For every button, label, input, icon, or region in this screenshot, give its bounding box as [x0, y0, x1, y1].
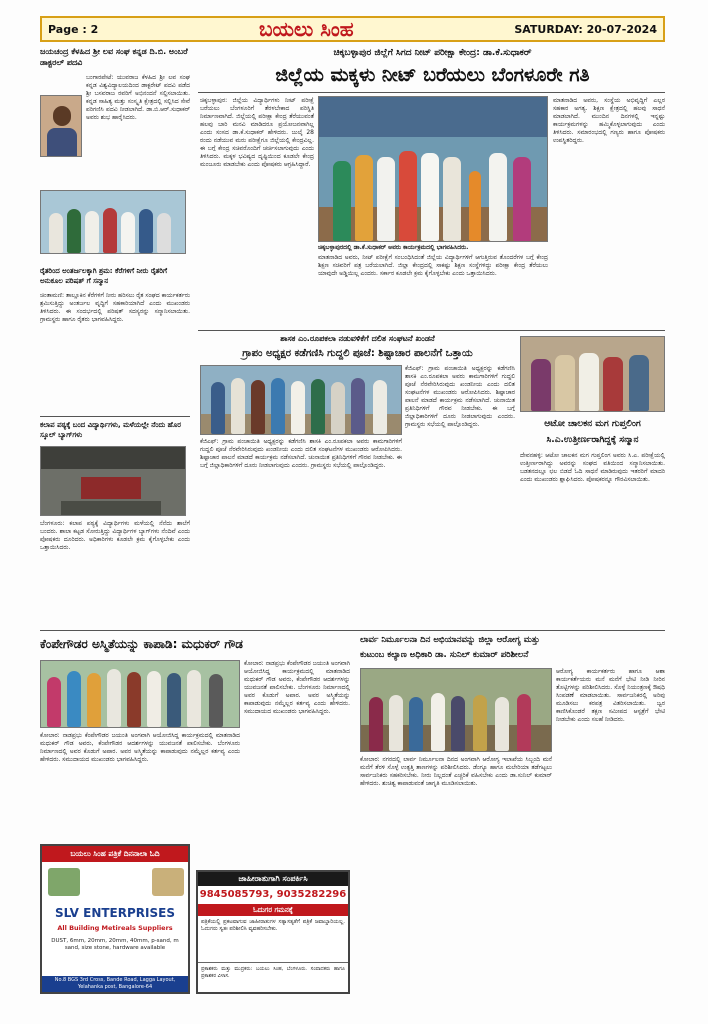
right-headline: ಆಟೋ ಚಾಲಕನ ಮಗ ಗುಪ್ತಲಿಂಗ ಸಿ.ಎ.ಉತ್ತೀರ್ಣರಾಗಿದ್ದಕ್ಕೆ ಸನ್ಮಾನ — [544, 419, 641, 445]
larva-drive-photo — [360, 668, 552, 752]
students-photo — [40, 446, 186, 516]
left-story2-text: ಚಿಂತಾಮಣಿ: ತಾಲ್ಲೂಕಿನ ಕೆರೆಗಳಿಗೆ ನೀರು ಹರಿಸಲು ರೈತ ಸಂಘದ ಕಾರ್ಯಕರ್ತರು ಶ್ರಮಿಸುತ್ತಿದ್ದು ಅಂತರ್ಜಲ ವೃದ್ಧಿಗೆ ಸಹಕಾರಿಯಾಗಿದೆ ಎಂದು ಮುಖಂಡರು ತಿಳಿಸಿದರು. ಈ ಸಂದರ್ಭದಲ್ಲಿ ಪರಿಷತ್ ಸದಸ್ಯರನ್ನು ಸನ್ಮಾನಿಸಲಾಯಿತು. ಗ್ರಾಮಸ್ಥರು ಹಾಗೂ ರೈತರು ಭಾಗವಹಿಸಿದ್ದರು. — [40, 292, 190, 323]
slv-enterprises-ad — [40, 844, 190, 994]
bottom-left-text-cont: ಕೋಲಾರ: ನಾಡಪ್ರಭು ಕೆಂಪೇಗೌಡರ ಜಯಂತಿ ಅಂಗವಾಗಿ ಆಯೋಜಿಸಿದ್ದ ಕಾರ್ಯಕ್ರಮದಲ್ಲಿ ಮಾತನಾಡಿದ ಮಧುಕರ್ ಗೌಡ ಅವರು, ಕೆಂಪೇಗೌಡರ ಆದರ್ಶಗಳನ್ನು ಯುವಜನತೆ ಪಾಲಿಸಬೇಕು. ಬೆಂಗಳೂರು ನಿರ್ಮಾಣದಲ್ಲಿ ಅವರ ಕೊಡುಗೆ ಅಪಾರ. ಅವರ ಅಸ್ಮಿತೆಯನ್ನು ಕಾಪಾಡುವುದು ನಮ್ಮೆಲ್ಲರ ಕರ್ತವ್ಯ ಎಂದು ಹೇಳಿದರು. ಸಮುದಾಯದ ಮುಖಂಡರು ಭಾಗವಹಿಸಿದ್ದರು. — [40, 732, 240, 763]
right-text-top: ಮಾತನಾಡಿದ ಅವರು, ಸಂಸ್ಥೆಯ ಅಭಿವೃದ್ಧಿಗೆ ಎಲ್ಲರ ಸಹಕಾರ ಅಗತ್ಯ. ಶಿಕ್ಷಣ ಕ್ಷೇತ್ರದಲ್ಲಿ ಹಲವು ಸಾಧನೆ ಮಾಡಲಾಗಿದೆ. ಮುಂದಿನ ದಿನಗಳಲ್ಲಿ ಇನ್ನಷ್ಟು ಕಾರ್ಯಕ್ರಮಗಳನ್ನು ಹಮ್ಮಿಕೊಳ್ಳಲಾಗುವುದು ಎಂದು ತಿಳಿಸಿದರು. ಸಮಾರಂಭದಲ್ಲಿ ಗಣ್ಯರು ಹಾಗೂ ಪೋಷಕರು ಉಪಸ್ಥಿತರಿದ್ದರು. — [553, 97, 665, 144]
bottom-right-headline-2: ಕುಟುಂಬ ಕಲ್ಯಾಣ ಅಧಿಕಾರಿ ಡಾ. ಸುನಿಲ್ ಕುಮಾರ್ ಪರಿಶೀಲನೆ — [360, 650, 529, 660]
lead-text-b: ಮಾತನಾಡಿದ ಅವರು, ನೀಟ್ ಪರೀಕ್ಷೆಗೆ ಸಂಬಂಧಿಸಿದಂತೆ ಜಿಲ್ಲೆಯ ವಿದ್ಯಾರ್ಥಿಗಳಿಗೆ ಆಗುತ್ತಿರುವ ತೊಂದರೆಗಳ ಬಗ್ಗೆ ಕೇಂದ್ರ ಶಿಕ್ಷಣ ಸಚಿವರಿಗೆ ಪತ್ರ ಬರೆಯಲಾಗಿದೆ. ಜಿಲ್ಲಾ ಕೇಂದ್ರದಲ್ಲಿ ಸಾಕಷ್ಟು ಶಿಕ್ಷಣ ಸಂಸ್ಥೆಗಳಿದ್ದು ಪರೀಕ್ಷಾ ಕೇಂದ್ರ ತೆರೆಯಲು ಯಾವುದೇ ಅಡ್ಡಿಯಿಲ್ಲ ಎಂದರು. ಸರ್ಕಾರ ಕೂಡಲೇ ಕ್ರಮ ಕೈಗೊಳ್ಳಬೇಕು ಎಂದು ಒತ್ತಾಯಿಸಿದರು. — [318, 254, 548, 277]
imprint-text: ಪ್ರಕಾಶಕರು ಮತ್ತು ಮುದ್ರಕರು: ಬಯಲು ಸಿಂಹ, ಬೆಂಗಳೂರು. ಸಂಪಾದಕರು ಹಾಗೂ ಪ್ರಕಾಶಕರ ವಿಳಾಸ. — [198, 962, 348, 990]
lead-caption: ಚಿಕ್ಕಬಳ್ಳಾಪುರದಲ್ಲಿ ಡಾ.ಕೆ.ಸುಧಾಕರ್ ಅವರು ಕಾರ್ಯಕ್ರಮದಲ್ಲಿ ಭಾಗವಹಿಸಿದರು. — [318, 244, 469, 251]
slv-tagline: All Building Metireals Suppliers — [57, 924, 173, 932]
mid-event-photo — [200, 365, 402, 435]
classified-phones: 9845085793, 9035282296 — [199, 889, 347, 900]
notice-text: ಪತ್ರಿಕೆಯಲ್ಲಿ ಪ್ರಕಟವಾಗುವ ಜಾಹೀರಾತುಗಳ ಸತ್ಯಾಸತ್ಯತೆಗೆ ಪತ್ರಿಕೆ ಜವಾಬ್ದಾರಿಯಲ್ಲ. ಓದುಗರು ಸ್ವತಃ ಪರಿಶೀಲಿಸಿ ವ್ಯವಹರಿಸಬೇಕು. — [201, 919, 345, 932]
mid-text-cont: ಕೆಜಿಎಫ್: ಗ್ರಾಮ ಪಂಚಾಯಿತಿ ಅಧ್ಯಕ್ಷರನ್ನು ಕಡೆಗಣಿಸಿ ಶಾಸಕಿ ಎಂ.ರೂಪಕಲಾ ಅವರು ಕಾಮಗಾರಿಗಳಿಗೆ ಗುದ್ದಲಿ ಪೂಜೆ ನೆರವೇರಿಸಿರುವುದು ಖಂಡನೀಯ ಎಂದು ದಲಿತ ಸಂಘಟನೆಗಳ ಮುಖಂಡರು ಆರೋಪಿಸಿದರು. ಶಿಷ್ಟಾಚಾರ ಪಾಲನೆ ಮಾಡದೆ ಕಾರ್ಯಕ್ರಮ ನಡೆಸಲಾಗಿದೆ. ಚುನಾಯಿತ ಪ್ರತಿನಿಧಿಗಳಿಗೆ ಗೌರವ ನೀಡಬೇಕು. ಈ ಬಗ್ಗೆ ಜಿಲ್ಲಾಧಿಕಾರಿಗಳಿಗೆ ದೂರು ನೀಡಲಾಗುವುದು ಎಂದರು. ಗ್ರಾಮಸ್ಥರು ಸಭೆಯಲ್ಲಿ ಪಾಲ್ಗೊಂಡಿದ್ದರು. — [200, 438, 402, 469]
slv-name: SLV ENTERPRISES — [55, 906, 175, 920]
lead-kicker: ಚಿಕ್ಕಬಳ್ಳಾಪುರ ಜಿಲ್ಲೆಗೆ ಸಿಗದ ನೀಟ್ ಪರೀಕ್ಷಾ ಕೇಂದ್ರ: ಡಾ.ಕೆ.ಸುಧಾಕರ್ — [333, 48, 532, 58]
left-story1-headline: ಜಯಚಂದ್ರ ಕೆಳಹಿದ ಶ್ರೀ ಲವ ಸಂಘ ಕನ್ನಡ ದಿ.ಬಿ. ಅಂಬರೆ ಡಾಕ್ಟರಲ್ ಪದವಿ — [40, 47, 188, 67]
kempegowda-event-photo — [40, 660, 240, 728]
newspaper-title: ಬಯಲು ಸಿಂಹ — [258, 17, 354, 41]
page-number: Page : 2 — [48, 22, 99, 36]
notice-heading: ಓದುಗರ ಗಮನಕ್ಕೆ — [198, 904, 348, 916]
left-story3-headline: ಕಲಾಪ ಪಠ್ಯಕ್ಕೆ ಬಂದ ವಿದ್ಯಾರ್ಥಿಗಳು, ಮಳೆಯಲ್ಲೇ ನೆಂದು ಹೊರ ಸ್ಕೂಲ್ ಬ್ಯಾಗ್‌ಗಳು — [40, 421, 181, 439]
bottom-left-headline: ಕೆಂಪೇಗೌಡರ ಅಸ್ಮಿತೆಯನ್ನು ಕಾಪಾಡಿ: ಮಧುಕರ್ ಗೌಡ — [40, 637, 243, 651]
bottom-right-text: ಕೋಲಾರ: ನಗರದಲ್ಲಿ ಲಾರ್ವ ನಿರ್ಮೂಲನಾ ದಿನದ ಅಂಗವಾಗಿ ಆರೋಗ್ಯ ಇಲಾಖೆಯ ಸಿಬ್ಬಂದಿ ಮನೆ ಮನೆಗೆ ತೆರಳಿ ಸೊಳ್ಳೆ ಉತ್ಪತ್ತಿ ತಾಣಗಳನ್ನು ಪರಿಶೀಲಿಸಿದರು. ಡೆಂಗ್ಯೂ ಹಾಗೂ ಮಲೇರಿಯಾ ತಡೆಗಟ್ಟಲು ಸಾರ್ವಜನಿಕರು ಸಹಕರಿಸಬೇಕು. ನೀರು ನಿಲ್ಲದಂತೆ ಎಚ್ಚರಿಕೆ ವಹಿಸಬೇಕು ಎಂದು ಡಾ.ಸುನಿಲ್ ಕುಮಾರ್ ಹೇಳಿದರು. ಶುಚಿತ್ವ ಕಾಪಾಡುವಂತೆ ಜಾಗೃತಿ ಮೂಡಿಸಲಾಯಿತು. — [360, 756, 552, 787]
lead-text-a: ಚಿಕ್ಕಬಳ್ಳಾಪುರ: ಜಿಲ್ಲೆಯ ವಿದ್ಯಾರ್ಥಿಗಳು ನೀಟ್ ಪರೀಕ್ಷೆ ಬರೆಯಲು ಬೆಂಗಳೂರಿಗೆ ತೆರಳಬೇಕಾದ ಪರಿಸ್ಥಿತಿ ನಿರ್ಮಾಣವಾಗಿದೆ. ಜಿಲ್ಲೆಯಲ್ಲಿ ಪರೀಕ್ಷಾ ಕೇಂದ್ರ ತೆರೆಯುವಂತೆ ಹಲವು ಬಾರಿ ಮನವಿ ಮಾಡಿದರೂ ಪ್ರಯೋಜನವಾಗಿಲ್ಲ ಎಂದು ಸಂಸದ ಡಾ.ಕೆ.ಸುಧಾಕರ್ ಹೇಳಿದರು. ಜುಲೈ 28 ರಂದು ನಡೆಯುವ ಮರು ಪರೀಕ್ಷೆಗೂ ಜಿಲ್ಲೆಯಲ್ಲಿ ಕೇಂದ್ರವಿಲ್ಲ. ಈ ಬಗ್ಗೆ ಕೇಂದ್ರ ಸಚಿವರೊಂದಿಗೆ ಚರ್ಚಿಸಲಾಗುವುದು ಎಂದು ತಿಳಿಸಿದರು. ಮಕ್ಕಳ ಭವಿಷ್ಯದ ದೃಷ್ಟಿಯಿಂದ ಕೂಡಲೇ ಕೇಂದ್ರ ಮಂಜೂರು ಮಾಡಬೇಕು ಎಂದು ಪೋಷಕರು ಆಗ್ರಹಿಸಿದ್ದಾರೆ. — [200, 97, 314, 168]
right-text: ದೇವನಹಳ್ಳಿ: ಆಟೋ ಚಾಲಕನ ಮಗ ಗುಪ್ತಲಿಂಗ ಅವರು ಸಿ.ಎ. ಪರೀಕ್ಷೆಯಲ್ಲಿ ಉತ್ತೀರ್ಣರಾಗಿದ್ದು ಅವರನ್ನು ಸಂಘದ ವತಿಯಿಂದ ಸನ್ಮಾನಿಸಲಾಯಿತು. ಬಡತನದಲ್ಲೂ ಛಲ ಬಿಡದೆ ಓದಿ ಸಾಧನೆ ಮಾಡಿರುವುದು ಇತರರಿಗೆ ಮಾದರಿ ಎಂದು ಮುಖಂಡರು ಶ್ಲಾಘಿಸಿದರು. ಪೋಷಕರನ್ನೂ ಗೌರವಿಸಲಾಯಿತು. — [520, 452, 665, 483]
left-story3-text: ಬೆಂಗಳೂರು: ಕಲಾಪ ಪಠ್ಯಕ್ಕೆ ವಿದ್ಯಾರ್ಥಿಗಳು ಮಳೆಯಲ್ಲಿ ನೆನೆದು ಶಾಲೆಗೆ ಬಂದರು. ಶಾಲಾ ಕಟ್ಟಡ ಸೋರುತ್ತಿದ್ದು ವಿದ್ಯಾರ್ಥಿಗಳ ಬ್ಯಾಗ್‌ಗಳು ನೆಂದಿವೆ ಎಂದು ಪೋಷಕರು ದೂರಿದರು. ಅಧಿಕಾರಿಗಳು ಕೂಡಲೇ ಕ್ರಮ ಕೈಗೊಳ್ಳಬೇಕು ಎಂದು ಒತ್ತಾಯಿಸಿದರು. — [40, 520, 190, 551]
mid-text: ಕೆಜಿಎಫ್: ಗ್ರಾಮ ಪಂಚಾಯಿತಿ ಅಧ್ಯಕ್ಷರನ್ನು ಕಡೆಗಣಿಸಿ ಶಾಸಕಿ ಎಂ.ರೂಪಕಲಾ ಅವರು ಕಾಮಗಾರಿಗಳಿಗೆ ಗುದ್ದಲಿ ಪೂಜೆ ನೆರವೇರಿಸಿರುವುದು ಖಂಡನೀಯ ಎಂದು ದಲಿತ ಸಂಘಟನೆಗಳ ಮುಖಂಡರು ಆರೋಪಿಸಿದರು. ಶಿಷ್ಟಾಚಾರ ಪಾಲನೆ ಮಾಡದೆ ಕಾರ್ಯಕ್ರಮ ನಡೆಸಲಾಗಿದೆ. ಚುನಾಯಿತ ಪ್ರತಿನಿಧಿಗಳಿಗೆ ಗೌರವ ನೀಡಬೇಕು. ಈ ಬಗ್ಗೆ ಜಿಲ್ಲಾಧಿಕಾರಿಗಳಿಗೆ ದೂರು ನೀಡಲಾಗುವುದು ಎಂದರು. ಗ್ರಾಮಸ್ಥರು ಸಭೆಯಲ್ಲಿ ಪಾಲ್ಗೊಂಡಿದ್ದರು. — [405, 365, 515, 428]
classified-ad — [196, 870, 350, 994]
slv-address: No.8 BGS 3rd Cross, Bande Road, Lagga Layout, Yelahanka post, Bangalore-64 — [42, 976, 188, 992]
lead-event-photo — [318, 96, 548, 242]
paper-strip: ಬಯಲು ಸಿಂಹ ಪತ್ರಿಕೆ ದಿನನಾಲಾ ಓದಿ — [42, 846, 188, 862]
masthead — [40, 16, 665, 42]
left-story1-text: ಬಂಗಾರಪೇಟೆ: ಯುವರಾಜ ಕೆಳಹಿದ ಶ್ರೀ ಲವ ಸಂಘ ಕನ್ನಡ ವಿಶ್ವವಿದ್ಯಾಲಯದಿಂದ ಡಾಕ್ಟರೇಟ್ ಪದವಿ ಪಡೆದ ಶ್ರೀ ಬಸವರಾಜ ರವರಿಗೆ ಅಭಿನಂದನೆ ಸಲ್ಲಿಸಲಾಯಿತು. ಕನ್ನಡ ಸಾಹಿತ್ಯ ಮತ್ತು ಸಂಸ್ಕೃತಿ ಕ್ಷೇತ್ರದಲ್ಲಿ ಸಲ್ಲಿಸಿದ ಸೇವೆ ಪರಿಗಣಿಸಿ ಪದವಿ ನೀಡಲಾಗಿದೆ. ಡಾ.ಬಿ.ಆರ್.ಸುಧಾಕರ್ ಅವರು ಶುಭ ಹಾರೈಸಿದರು. — [86, 74, 190, 121]
slv-detail: DUST, 6mm, 20mm, 20mm, 40mm, p-sand, m sand, size stone, hardware available — [51, 938, 179, 951]
issue-date: SATURDAY: 20-07-2024 — [514, 22, 657, 36]
mid-headline-1: ಶಾಸಕ ಎಂ.ರೂಪಕಲಾ ನಡುವಳಿಕೆಗೆ ದಲಿತ ಸಂಘಟನೆ ಖಂಡನೆ — [280, 334, 435, 343]
bottom-left-text: ಕೋಲಾರ: ನಾಡಪ್ರಭು ಕೆಂಪೇಗೌಡರ ಜಯಂತಿ ಅಂಗವಾಗಿ ಆಯೋಜಿಸಿದ್ದ ಕಾರ್ಯಕ್ರಮದಲ್ಲಿ ಮಾತನಾಡಿದ ಮಧುಕರ್ ಗೌಡ ಅವರು, ಕೆಂಪೇಗೌಡರ ಆದರ್ಶಗಳನ್ನು ಯುವಜನತೆ ಪಾಲಿಸಬೇಕು. ಬೆಂಗಳೂರು ನಿರ್ಮಾಣದಲ್ಲಿ ಅವರ ಕೊಡುಗೆ ಅಪಾರ. ಅವರ ಅಸ್ಮಿತೆಯನ್ನು ಕಾಪಾಡುವುದು ನಮ್ಮೆಲ್ಲರ ಕರ್ತವ್ಯ ಎಂದು ಹೇಳಿದರು. ಸಮುದಾಯದ ಮುಖಂಡರು ಭಾಗವಹಿಸಿದ್ದರು. — [244, 660, 350, 715]
lead-headline: ಜಿಲ್ಲೆಯ ಮಕ್ಕಳು ನೀಟ್ ಬರೆಯಲು ಬೆಂಗಳೂರೇ ಗತಿ — [275, 64, 590, 86]
bottom-right-headline-1: ಲಾರ್ವ ನಿರ್ಮೂಲನಾ ದಿನ ಅಭಿಯಾನವನ್ನು ಜಿಲ್ಲಾ ಆರೋಗ್ಯ ಮತ್ತು — [360, 635, 540, 645]
mid-headline-2: ಗ್ರಾಪಂ ಅಧ್ಯಕ್ಷರ ಕಡೆಗಣಿಸಿ ಗುದ್ದಲಿ ಪೂಜೆ: ಶಿಷ್ಟಾಚಾರ ಪಾಲನೆಗೆ ಒತ್ತಾಯ — [242, 348, 473, 359]
felicitation-photo — [40, 190, 186, 254]
classified-heading: ಜಾಹೀರಾತುಗಾಗಿ ಸಂಪರ್ಕಿಸಿ — [198, 872, 348, 886]
bottom-right-text-col: ಆರೋಗ್ಯ ಕಾರ್ಯಕರ್ತರು ಹಾಗೂ ಆಶಾ ಕಾರ್ಯಕರ್ತೆಯರು ಮನೆ ಮನೆಗೆ ಭೇಟಿ ನೀಡಿ ನೀರಿನ ತೊಟ್ಟಿಗಳನ್ನು ಪರಿಶೀಲಿಸಿದರು. ಸೊಳ್ಳೆ ನಿಯಂತ್ರಣಕ್ಕೆ ಔಷಧಿ ಸಿಂಪಡಣೆ ಮಾಡಲಾಯಿತು. ಸಾರ್ವಜನಿಕರಲ್ಲಿ ಅರಿವು ಮೂಡಿಸಲು ಕರಪತ್ರ ವಿತರಿಸಲಾಯಿತು. ಜ್ವರ ಕಾಣಿಸಿಕೊಂಡರೆ ತಕ್ಷಣ ಸಮೀಪದ ಆಸ್ಪತ್ರೆಗೆ ಭೇಟಿ ನೀಡಬೇಕು ಎಂದು ಸಲಹೆ ನೀಡಿದರು. — [556, 668, 665, 723]
left-story2-headline: ರೈತರಿಂದ ಅಂತರ್ಜಲಕ್ಕಾಗಿ ಶ್ರಮ: ಕೆರೆಗಳಿಗೆ ನೀರು ರೈತರಿಗೆ ಅನುಕೂಲ ಪರಿಷತ್ ಗೆ ಸನ್ಮಾನ — [40, 267, 168, 285]
portrait-photo — [40, 95, 82, 157]
ca-felicitation-photo — [520, 336, 665, 412]
